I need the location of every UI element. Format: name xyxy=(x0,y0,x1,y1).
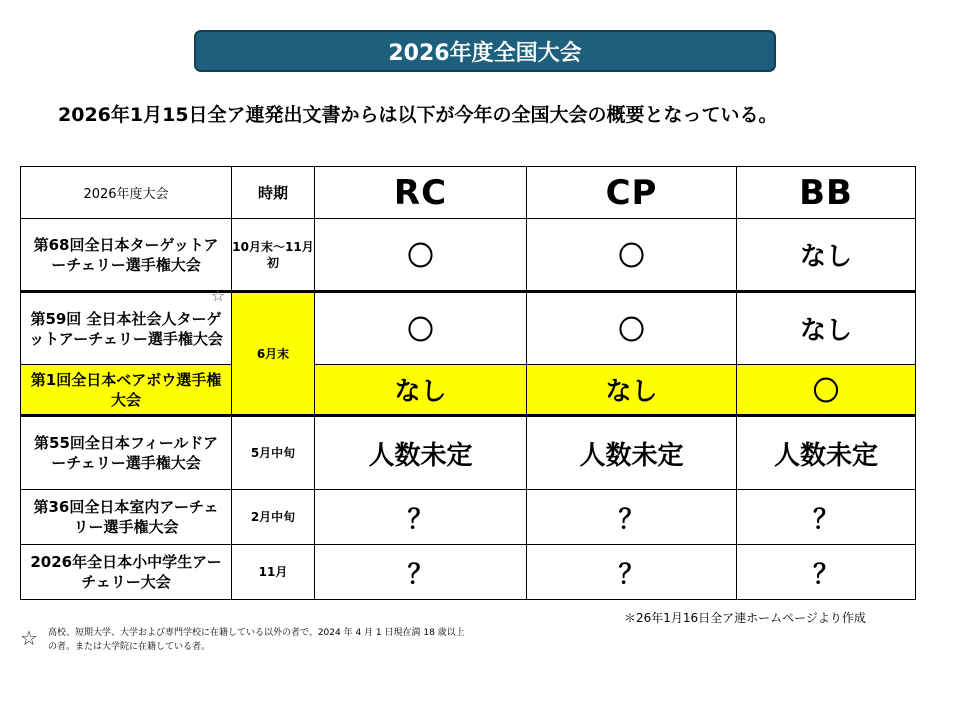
row-name: 第1回全日本ベアボウ選手権大会 xyxy=(21,365,232,416)
row-name: 第55回全日本フィールドアーチェリー選手権大会 xyxy=(21,416,232,490)
row-cp: ？ xyxy=(527,545,737,600)
row-bb: 〇 xyxy=(737,365,916,416)
row-name: 第36回全日本室内アーチェリー選手権大会 xyxy=(21,490,232,545)
footnote-star-icon: ☆ xyxy=(20,626,38,650)
star-icon: ☆ xyxy=(211,286,226,305)
row-cp: 〇 xyxy=(527,219,737,292)
row-bb: なし xyxy=(737,292,916,365)
row-rc: 人数未定 xyxy=(315,416,527,490)
table-row xyxy=(21,219,916,292)
row-period: 10月末～11月初 xyxy=(232,219,315,292)
row-name: 2026年全日本小中学生アーチェリー大会 xyxy=(21,545,232,600)
row-cp: なし xyxy=(527,365,737,416)
row-rc: 〇 xyxy=(315,292,527,365)
row-rc: なし xyxy=(315,365,527,416)
row-name: 第68回全日本ターゲットアーチェリー選手権大会 xyxy=(21,219,232,292)
row-period: 2月中旬 xyxy=(232,490,315,545)
header-period: 時期 xyxy=(232,167,315,219)
row-rc: ？ xyxy=(315,490,527,545)
table-row xyxy=(21,490,916,545)
row-bb: ？ xyxy=(737,545,916,600)
row-cp: 人数未定 xyxy=(527,416,737,490)
row-bb: ？ xyxy=(737,490,916,545)
header-bb: BB xyxy=(737,167,916,219)
row-cp: ？ xyxy=(527,490,737,545)
row-period: 11月 xyxy=(232,545,315,600)
table-row xyxy=(21,292,916,365)
table-row xyxy=(21,416,916,490)
table-row-highlighted xyxy=(21,365,916,416)
table-header-row xyxy=(21,167,916,219)
tournament-table xyxy=(20,166,916,600)
row-bb: なし xyxy=(737,219,916,292)
header-tournament: 2026年度大会 xyxy=(21,167,232,219)
intro-text: 2026年1月15日全ア連発出文書からは以下が今年の全国大会の概要となっている。 xyxy=(58,104,778,126)
row-period: 5月中旬 xyxy=(232,416,315,490)
row-rc: 〇 xyxy=(315,219,527,292)
source-note: ＊26年1月16日全ア連ホームページより作成 xyxy=(624,611,866,625)
row-name: 第59回 全日本社会人ターゲットアーチェリー選手権大会 xyxy=(21,292,232,365)
row-period: 6月末 xyxy=(232,292,315,416)
footnote-text: 高校、短期大学、大学および専門学校に在籍している以外の者で、2024 年 4 月 1 日現在満 18 歳以上の者。または大学院に在籍している者。 xyxy=(48,628,465,652)
row-cp: 〇 xyxy=(527,292,737,365)
header-cp: CP xyxy=(527,167,737,219)
table-row xyxy=(21,545,916,600)
header-rc: RC xyxy=(315,167,527,219)
page-title: 2026年度全国大会 xyxy=(194,30,776,72)
row-bb: 人数未定 xyxy=(737,416,916,490)
row-rc: ？ xyxy=(315,545,527,600)
